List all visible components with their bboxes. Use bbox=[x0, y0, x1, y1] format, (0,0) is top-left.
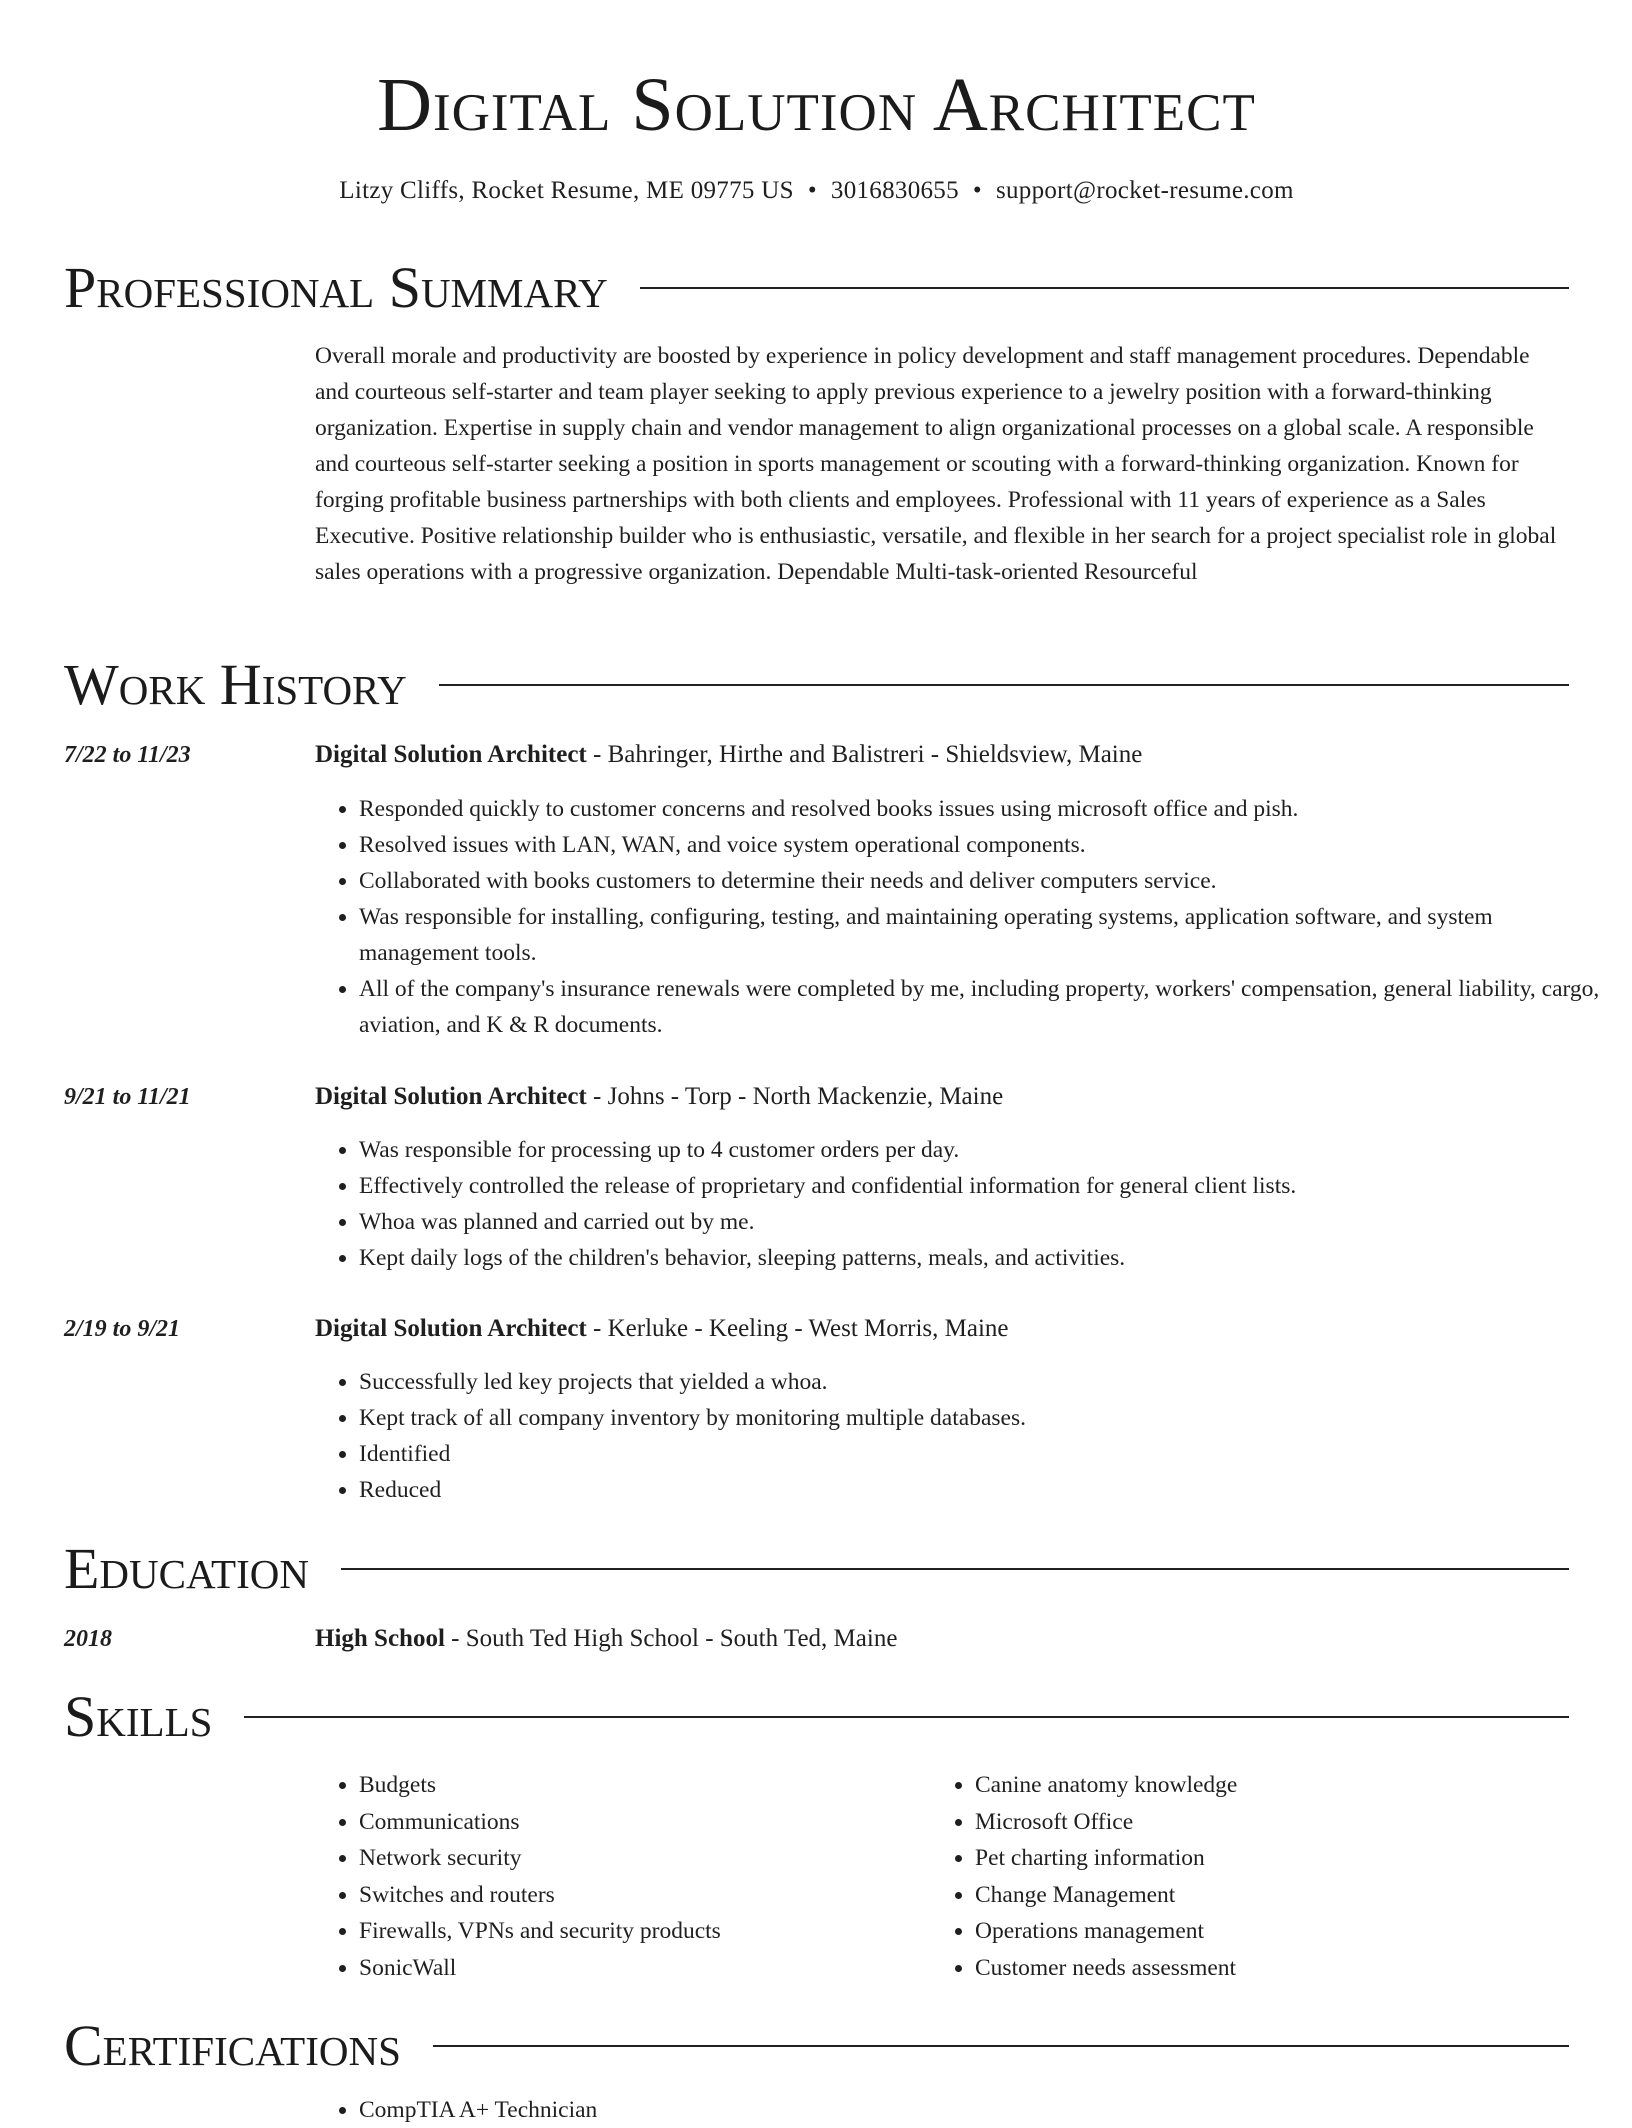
list-item: • Was responsible for installing, configuring, testing, and maintaining operating systems, application software, and system management tools. bbox=[359, 899, 1613, 971]
skills-list-right bbox=[931, 1767, 1575, 1986]
skill-item: • Switches and routers bbox=[359, 1877, 919, 1914]
contact-separator: • bbox=[972, 177, 982, 204]
section-title: Professional Summary bbox=[64, 255, 608, 320]
job-dates: 9/21 to 11/21 bbox=[64, 1084, 191, 1110]
section-title: Skills bbox=[64, 1684, 213, 1749]
list-item: • Identified bbox=[359, 1436, 1613, 1472]
job-role: Digital Solution Architect bbox=[315, 1083, 587, 1110]
skill-item: • Operations management bbox=[975, 1913, 1575, 1950]
education-heading bbox=[315, 1622, 1569, 1656]
contact-phone: 3016830655 bbox=[830, 177, 959, 204]
contact-line bbox=[64, 174, 1569, 208]
skill-item: • Budgets bbox=[359, 1767, 919, 1804]
skills-list-left bbox=[315, 1767, 919, 1986]
list-item: • Whoa was planned and carried out by me. bbox=[359, 1204, 1613, 1240]
skill-item: • Network security bbox=[359, 1840, 919, 1877]
contact-separator: • bbox=[807, 177, 817, 204]
list-item: • Was responsible for processing up to 4 customer orders per day. bbox=[359, 1132, 1613, 1168]
job-details: - Bahringer, Hirthe and Balistreri - Shieldsview, Maine bbox=[586, 741, 1143, 768]
job-bullets bbox=[315, 791, 1613, 1043]
contact-address: Litzy Cliffs, Rocket Resume, ME 09775 US bbox=[339, 177, 794, 204]
job-details: - Kerluke - Keeling - West Morris, Maine bbox=[586, 1315, 1009, 1342]
job-bullets bbox=[315, 1132, 1613, 1276]
job-details: - Johns - Torp - North Mackenzie, Maine bbox=[586, 1083, 1004, 1110]
resume-name: Digital Solution Architect bbox=[377, 63, 1256, 147]
job-dates: 7/22 to 11/23 bbox=[64, 742, 191, 768]
job-heading bbox=[315, 1080, 1569, 1114]
education-degree: High School bbox=[315, 1625, 445, 1652]
job-role: Digital Solution Architect bbox=[315, 741, 587, 768]
skill-item: • Change Management bbox=[975, 1877, 1575, 1914]
skill-item: • Pet charting information bbox=[975, 1840, 1575, 1877]
contact-email: support@rocket-resume.com bbox=[995, 177, 1294, 204]
job-bullets bbox=[315, 1364, 1613, 1508]
summary-text: Overall morale and productivity are boosted by experience in policy development and staff management procedures. Dependable and courteous self-starter and team player seeking to apply previous experience to a jewelry position with a forward-thinking organization. Expertise in supply chain and vendor management to align organizational processes on a global scale. A responsible and courteous self-starter seeking a position in sports management or scouting with a forward-thinking organization. Known for forging profitable business partnerships with both clients and employees. Professional with 11 years of experience as a Sales Executive. Positive relationship builder who is enthusiastic, versatile, and flexible in her search for a project specialist role in global sales operations with a progressive organization. Dependable Multi-task-oriented Resourceful bbox=[315, 343, 1557, 585]
section-rule bbox=[244, 1716, 1569, 1718]
list-item: • Collaborated with books customers to determine their needs and deliver computers service. bbox=[359, 863, 1613, 899]
skill-item: • Firewalls, VPNs and security products bbox=[359, 1913, 919, 1950]
section-professional-summary bbox=[64, 256, 1569, 320]
list-item: • Kept track of all company inventory by monitoring multiple databases. bbox=[359, 1400, 1613, 1436]
certifications-list bbox=[315, 2092, 1613, 2128]
skill-item: • Microsoft Office bbox=[975, 1804, 1575, 1841]
skill-item: • Communications bbox=[359, 1804, 919, 1841]
job-heading bbox=[315, 738, 1569, 772]
section-work-history bbox=[64, 653, 1569, 717]
section-rule bbox=[640, 287, 1569, 289]
job-role: Digital Solution Architect bbox=[315, 1315, 587, 1342]
job-heading bbox=[315, 1312, 1569, 1346]
skill-item: • SonicWall bbox=[359, 1950, 919, 1987]
section-title: Education bbox=[64, 1536, 309, 1601]
education-year: 2018 bbox=[64, 1626, 112, 1652]
section-title: Work History bbox=[64, 652, 407, 717]
certification-item: • CompTIA A+ Technician bbox=[359, 2092, 1613, 2128]
section-skills bbox=[64, 1685, 1569, 1749]
section-certifications bbox=[64, 2014, 1569, 2078]
section-title: Certifications bbox=[64, 2013, 401, 2078]
list-item: • Reduced bbox=[359, 1472, 1613, 1508]
skill-item: • Canine anatomy knowledge bbox=[975, 1767, 1575, 1804]
list-item: • Kept daily logs of the children's behavior, sleeping patterns, meals, and activities. bbox=[359, 1240, 1613, 1276]
skill-item: • Customer needs assessment bbox=[975, 1950, 1575, 1987]
list-item: • Effectively controlled the release of proprietary and confidential information for general client lists. bbox=[359, 1168, 1613, 1204]
list-item: • Successfully led key projects that yielded a whoa. bbox=[359, 1364, 1613, 1400]
section-rule bbox=[341, 1568, 1569, 1570]
list-item: • All of the company's insurance renewals were completed by me, including property, workers' compensation, general liability, cargo, aviation, and K & R documents. bbox=[359, 971, 1613, 1043]
list-item: • Responded quickly to customer concerns and resolved books issues using microsoft office and pish. bbox=[359, 791, 1613, 827]
section-education bbox=[64, 1537, 1569, 1601]
section-rule bbox=[433, 2045, 1569, 2047]
job-dates: 2/19 to 9/21 bbox=[64, 1316, 181, 1342]
list-item: • Resolved issues with LAN, WAN, and voice system operational components. bbox=[359, 827, 1613, 863]
education-details: - South Ted High School - South Ted, Maine bbox=[444, 1625, 898, 1652]
section-rule bbox=[439, 684, 1569, 686]
